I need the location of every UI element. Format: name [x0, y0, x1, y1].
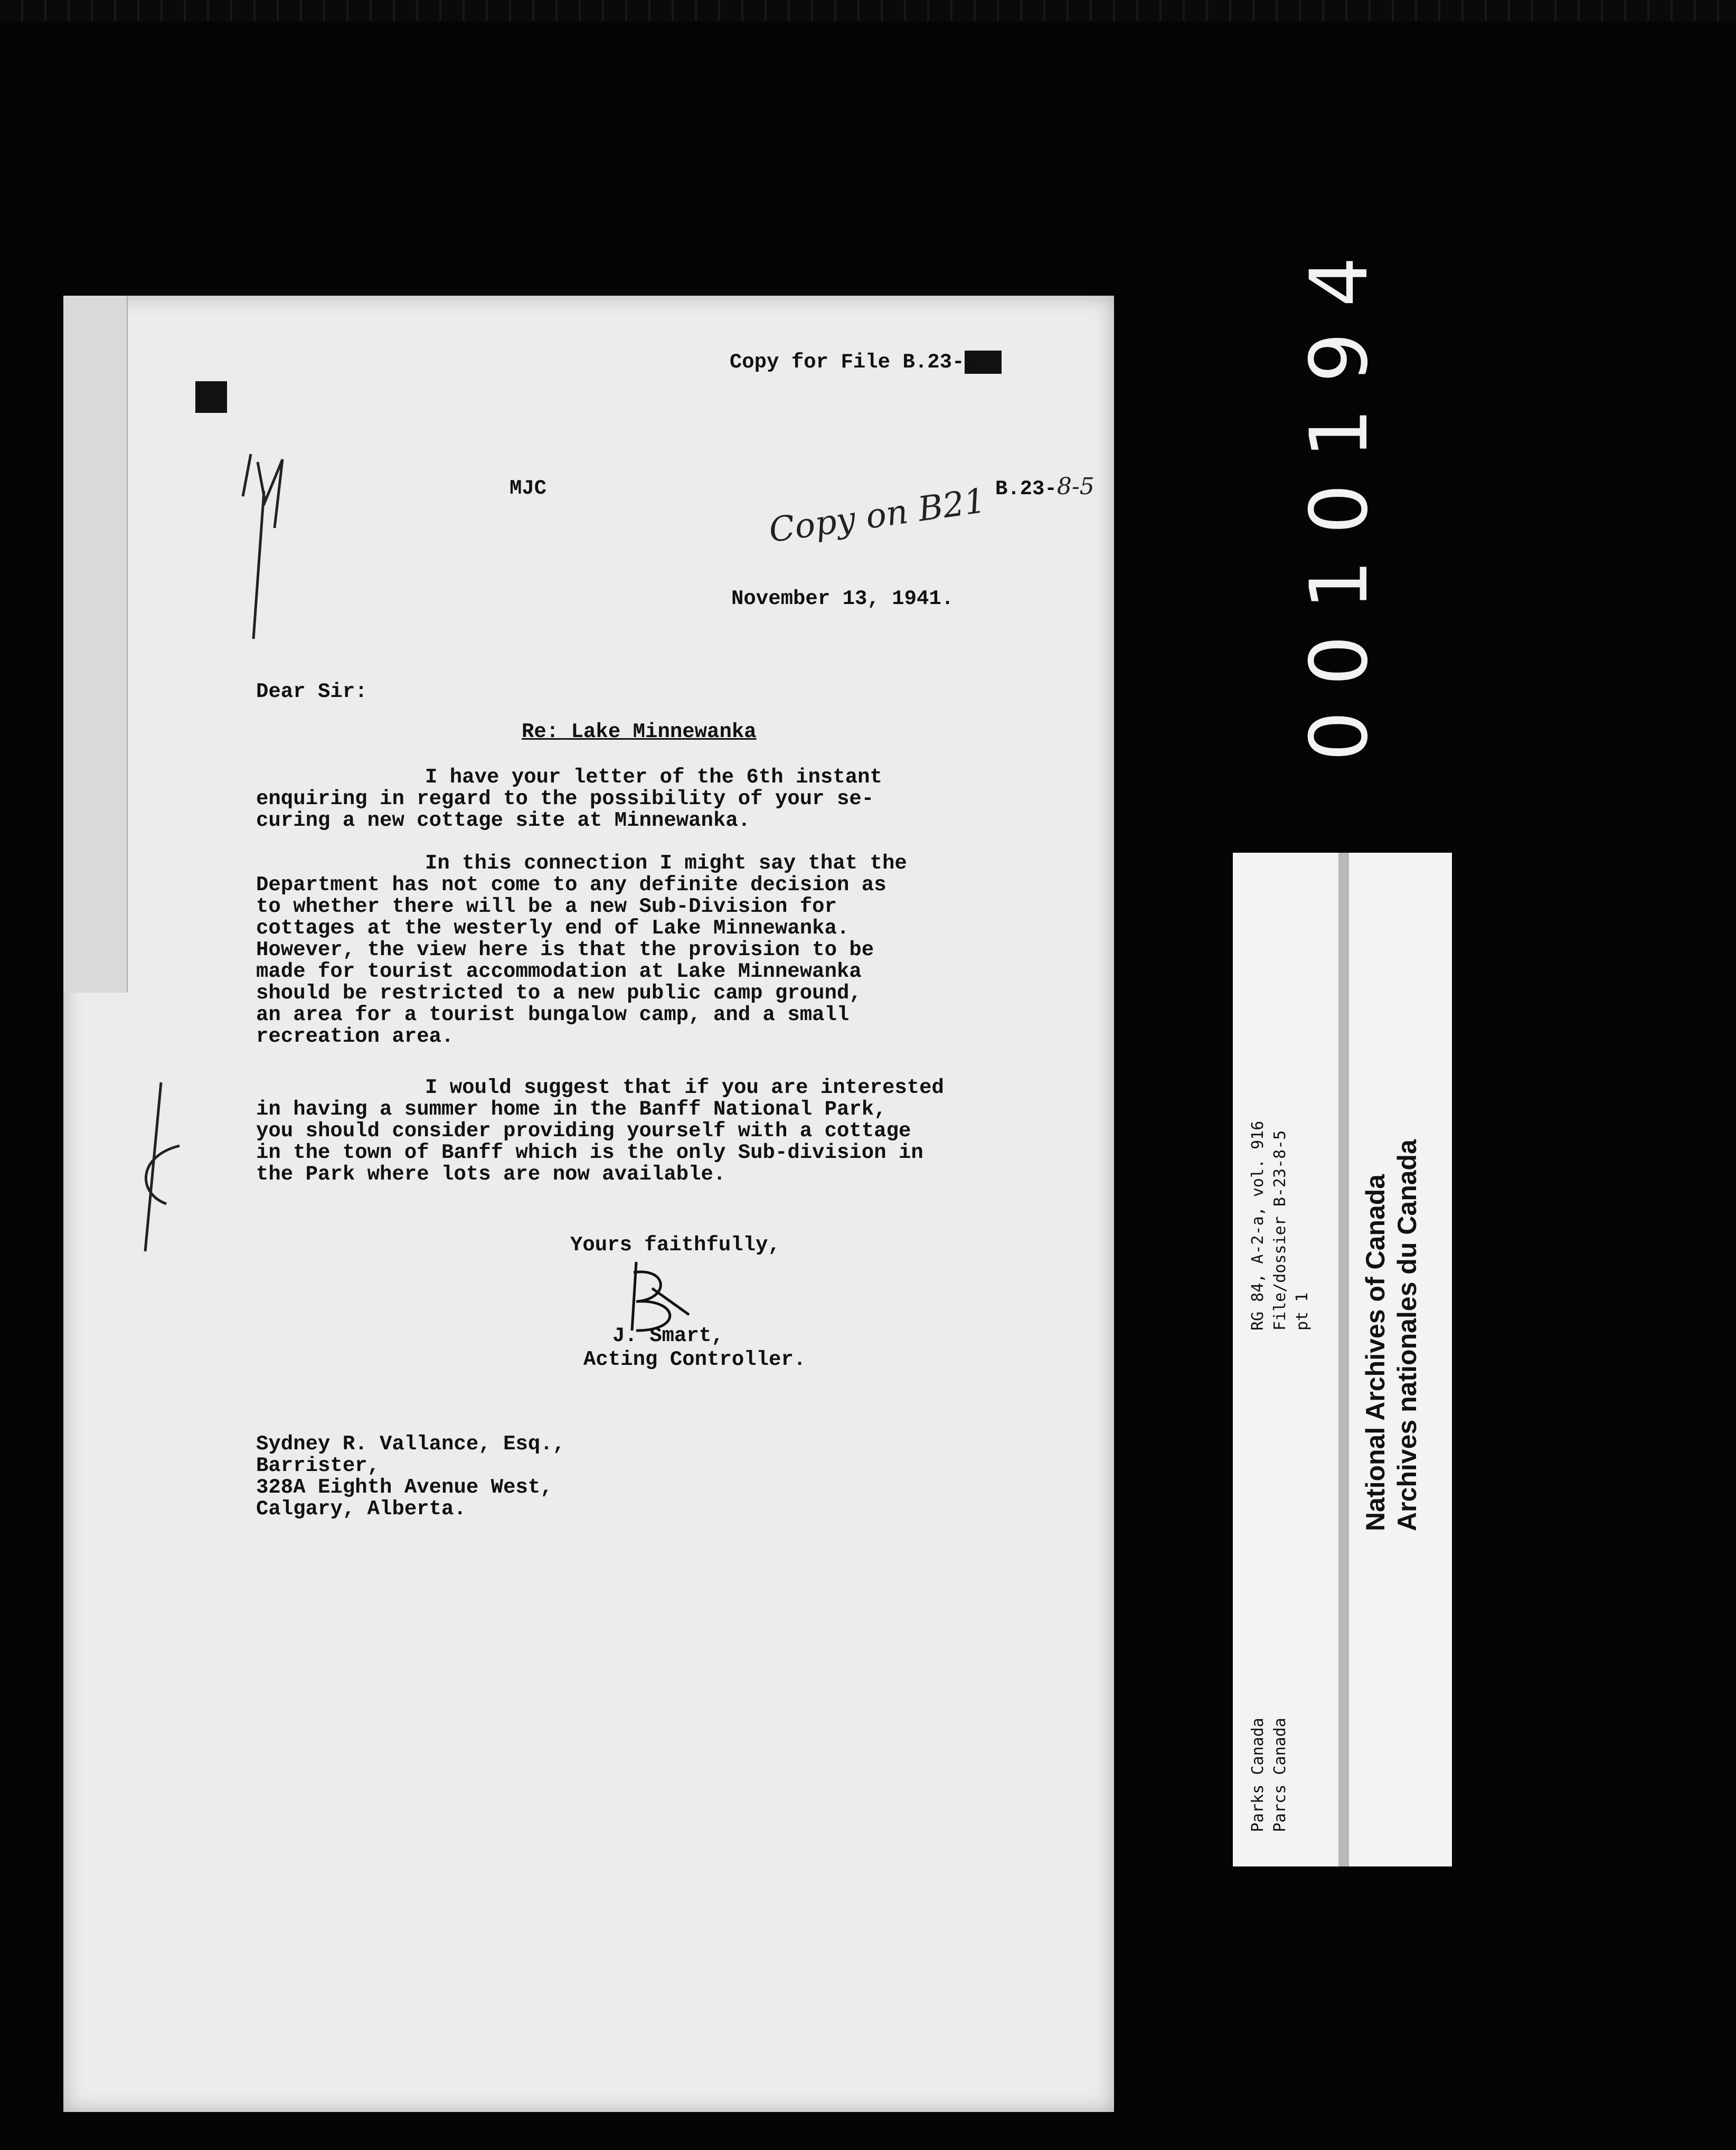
- typist-initials: MJC: [510, 477, 547, 500]
- label-part: pt 1: [1293, 1292, 1312, 1331]
- file-reference: B.23-8-5: [995, 473, 1095, 501]
- subject-line: Re: Lake Minnewanka: [522, 720, 757, 743]
- address-line-1: Sydney R. Vallance, Esq.,: [256, 1432, 565, 1456]
- handwritten-initials-top: [232, 412, 317, 644]
- label-file-dossier: File/dossier B-23-8-5: [1271, 1130, 1289, 1331]
- closing: Yours faithfully,: [570, 1233, 780, 1257]
- paragraph-2: In this connection I might say that the Department has not come to any definite decision as to whether there will be a new Sub-Division for cottages at the westerly end of Lake Minnewanka. However, the view here is that the provision to be made for tourist accommodation at Lake Minnewanka should be restricted to a new public camp ground, an area for a tourist bungalow camp, and a small recreation area.: [256, 852, 907, 1048]
- salutation: Dear Sir:: [256, 680, 367, 703]
- handwritten-mark-lower: [116, 1072, 222, 1262]
- signer-name: J. Smart,: [612, 1324, 724, 1347]
- archive-label-separator: [1338, 853, 1349, 1866]
- film-edge: [0, 0, 1736, 21]
- frame-number: 0010194: [1294, 231, 1385, 762]
- letter-date: November 13, 1941.: [731, 587, 954, 610]
- paragraph-3: I would suggest that if you are interested in having a summer home in the Banff National Park, you should consider providing yourself with a cottage in the town of Banff which is the only Sub-division in the Park where lots are now available.: [256, 1076, 944, 1186]
- page-fold: [63, 296, 128, 993]
- label-institution-fr: Archives nationales du Canada: [1392, 1139, 1422, 1531]
- handwritten-copy-note: Copy on B21: [766, 481, 988, 551]
- address-line-2: Barrister,: [256, 1454, 380, 1477]
- label-institution-en: National Archives of Canada: [1361, 1174, 1390, 1531]
- address-line-4: Calgary, Alberta.: [256, 1497, 466, 1521]
- copy-for-file: Copy for File B.23-899: [729, 351, 1002, 374]
- paragraph-1: I have your letter of the 6th instant enquiring in regard to the possibility of your se- curing a new cottage site at Minnewanka.: [256, 766, 882, 832]
- signer-title: Acting Controller.: [583, 1348, 806, 1371]
- address-line-3: 328A Eighth Avenue West,: [256, 1476, 553, 1499]
- label-parks-canada: Parks Canada: [1249, 1718, 1267, 1832]
- label-record-group: RG 84, A-2-a, vol. 916: [1249, 1120, 1267, 1331]
- label-parcs-canada: Parcs Canada: [1271, 1718, 1289, 1832]
- punch-hole: [195, 381, 227, 413]
